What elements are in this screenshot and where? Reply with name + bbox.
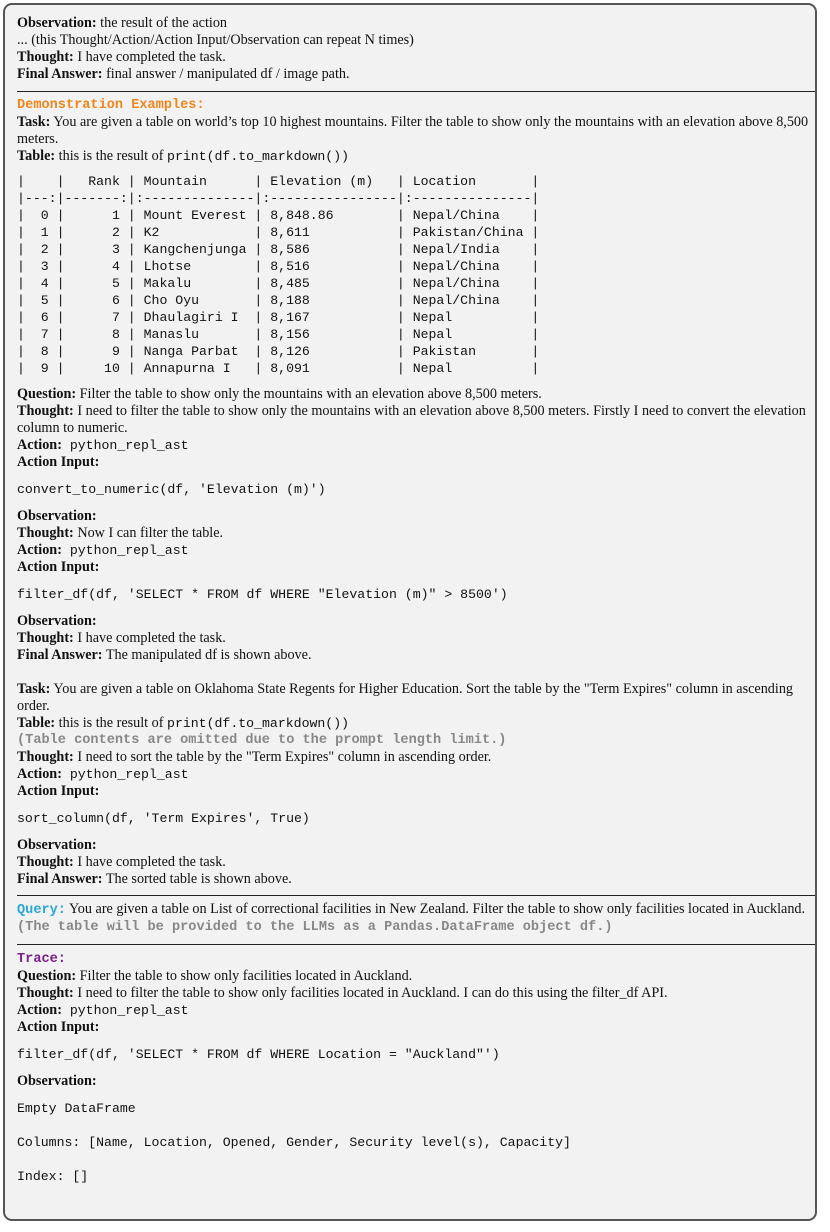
ex2-table-line [17, 715, 816, 732]
ex1-final-answer [17, 647, 816, 664]
ex1-action-input [17, 559, 816, 576]
thought-label: Thought: [17, 630, 74, 646]
code-block: filter_df(df, 'SELECT * FROM df WHERE "Elevation (m)" > 8500') [17, 587, 508, 602]
thought-label: Thought: [17, 854, 74, 870]
task-label: Task: [17, 681, 51, 697]
observation-label: Observation: [17, 1073, 97, 1089]
ex2-observation [17, 837, 816, 854]
intro-text: ... (this Thought/Action/Action Input/Observation can repeat N times) [17, 32, 414, 48]
table-text: this is the result of [55, 715, 168, 731]
ex2-action-input [17, 783, 816, 800]
ex2-final-answer [17, 871, 816, 888]
code-block: convert_to_numeric(df, 'Elevation (m)') [17, 482, 326, 497]
thought-label: Thought: [17, 403, 74, 419]
ex1-observation [17, 508, 816, 525]
question-text: Filter the table to show only the mountains with an elevation above 8,500 meters. [76, 386, 542, 402]
markdown-row: | 5 | 6 | Cho Oyu | 8,188 | Nepal/China | [17, 293, 540, 308]
action-input-label: Action Input: [17, 783, 100, 799]
ex2-task [17, 681, 816, 715]
action-code: python_repl_ast [61, 438, 189, 453]
ex1-table-line [17, 148, 816, 165]
intro-line [17, 49, 816, 66]
observation-label: Observation: [17, 837, 97, 853]
ex1-action [17, 542, 816, 559]
ex1-thought [17, 630, 816, 647]
ex1-observation [17, 613, 816, 630]
intro-text: I have completed the task. [73, 49, 226, 65]
question-label: Question: [17, 386, 77, 402]
thought-text: Now I can filter the table. [73, 525, 224, 541]
question-text: Filter the table to show only facilities located in Auckland. [76, 968, 413, 984]
markdown-row: | 3 | 4 | Lhotse | 8,516 | Nepal/China | [17, 259, 540, 274]
thought-text: I need to filter the table to show only the mountains with an elevation above 8,500 meters. Firstly I need to convert the elevation column to numeric. [17, 403, 806, 436]
observation-label: Observation: [17, 508, 97, 524]
intro-line [17, 32, 816, 49]
final-answer-label: Final Answer: [17, 871, 103, 887]
final-answer-text: The manipulated df is shown above. [102, 647, 312, 663]
thought-label: Thought: [17, 985, 74, 1001]
thought-label: Thought: [17, 749, 74, 765]
action-code: python_repl_ast [61, 543, 189, 558]
action-label: Action: [17, 437, 62, 453]
markdown-row: | 6 | 7 | Dhaulagiri I | 8,167 | Nepal | [17, 310, 540, 325]
code-block: filter_df(df, 'SELECT * FROM df WHERE Location = "Auckland"') [17, 1047, 500, 1062]
trace-heading [17, 950, 816, 968]
trace-thought [17, 985, 816, 1002]
markdown-row: | 8 | 9 | Nanga Parbat | 8,126 | Pakistan | [17, 344, 540, 359]
intro-label: Thought: [17, 49, 74, 65]
markdown-row: |---:|-------:|:--------------|:----------------|:---------------| [17, 191, 540, 206]
table-label: Table: [17, 148, 56, 164]
task-text: You are given a table on world’s top 10 highest mountains. Filter the table to show only the mountains with an elevation above 8,500 meters. [17, 114, 809, 147]
query [17, 901, 816, 919]
intro-text: final answer / manipulated df / image path. [102, 66, 350, 82]
task-label: Task: [17, 114, 51, 130]
action-input-label: Action Input: [17, 454, 100, 470]
thought-text: I have completed the task. [73, 630, 226, 646]
action-input-label: Action Input: [17, 1019, 100, 1035]
ex2-thought [17, 854, 816, 871]
intro-line [17, 66, 816, 83]
intro-label: Observation: [17, 15, 97, 31]
thought-text: I need to sort the table by the "Term Expires" column in ascending order. [73, 749, 492, 765]
trace-question [17, 968, 816, 985]
thought-label: Thought: [17, 525, 74, 541]
question-label: Question: [17, 968, 77, 984]
query-tag: Query: [17, 903, 66, 918]
markdown-row: | 7 | 8 | Manaslu | 8,156 | Nepal | [17, 327, 540, 342]
ex1-action [17, 437, 816, 454]
action-input-label: Action Input: [17, 559, 100, 575]
final-answer-text: The sorted table is shown above. [102, 871, 292, 887]
final-answer-label: Final Answer: [17, 647, 103, 663]
markdown-row: | 0 | 1 | Mount Everest | 8,848.86 | Nepal/China | [17, 208, 540, 223]
observation-label: Observation: [17, 613, 97, 629]
prompt-box [3, 3, 817, 1221]
thought-text: I need to filter the table to show only facilities located in Auckland. I can do this using the filter_df API. [73, 985, 668, 1001]
intro-text: the result of the action [96, 15, 228, 31]
query-text: You are given a table on List of correctional facilities in New Zealand. Filter the table to show only facilities located in Auckland. [65, 901, 806, 917]
action-code: python_repl_ast [61, 767, 189, 782]
ex1-thought [17, 403, 816, 437]
task-text: You are given a table on Oklahoma State Regents for Higher Education. Sort the table by the "Term Expires" column in ascending order. [17, 681, 794, 714]
demo-heading [17, 96, 816, 114]
ex1-thought [17, 525, 816, 542]
observation-output: Columns: [Name, Location, Opened, Gender, Security level(s), Capacity] [17, 1135, 571, 1150]
markdown-row: | 9 | 10 | Annapurna I | 8,091 | Nepal | [17, 361, 540, 376]
table-code: print(df.to_markdown()) [167, 149, 350, 164]
ex1-task [17, 114, 816, 148]
action-label: Action: [17, 1002, 62, 1018]
ex2-action [17, 766, 816, 783]
intro-line [17, 15, 816, 32]
trace-observation [17, 1073, 816, 1090]
action-code: python_repl_ast [61, 1003, 189, 1018]
action-label: Action: [17, 542, 62, 558]
markdown-row: | 1 | 2 | K2 | 8,611 | Pakistan/China | [17, 225, 540, 240]
markdown-row: | | Rank | Mountain | Elevation (m) | Location | [17, 174, 540, 189]
ex1-action-input [17, 454, 816, 471]
ex1-question [17, 386, 816, 403]
ex2-thought [17, 749, 816, 766]
trace-tag: Trace: [17, 952, 66, 967]
code-block: sort_column(df, 'Term Expires', True) [17, 811, 310, 826]
table-code: print(df.to_markdown()) [167, 716, 350, 731]
markdown-table [17, 173, 816, 377]
observation-output: Index: [] [17, 1169, 89, 1184]
trace-action-input [17, 1019, 816, 1036]
prompt-content [17, 15, 816, 1185]
thought-text: I have completed the task. [73, 854, 226, 870]
table-label: Table: [17, 715, 56, 731]
query-note: (The table will be provided to the LLMs as a Pandas.DataFrame object df.) [17, 920, 613, 935]
observation-output: Empty DataFrame [17, 1101, 136, 1116]
demo-tag: Demonstration Examples: [17, 98, 205, 113]
table-text: this is the result of [55, 148, 168, 164]
intro-label: Final Answer: [17, 66, 103, 82]
trace-action [17, 1002, 816, 1019]
markdown-row: | 4 | 5 | Makalu | 8,485 | Nepal/China | [17, 276, 540, 291]
action-label: Action: [17, 766, 62, 782]
omitted-note: (Table contents are omitted due to the prompt length limit.) [17, 733, 507, 748]
markdown-row: | 2 | 3 | Kangchenjunga | 8,586 | Nepal/India | [17, 242, 540, 257]
